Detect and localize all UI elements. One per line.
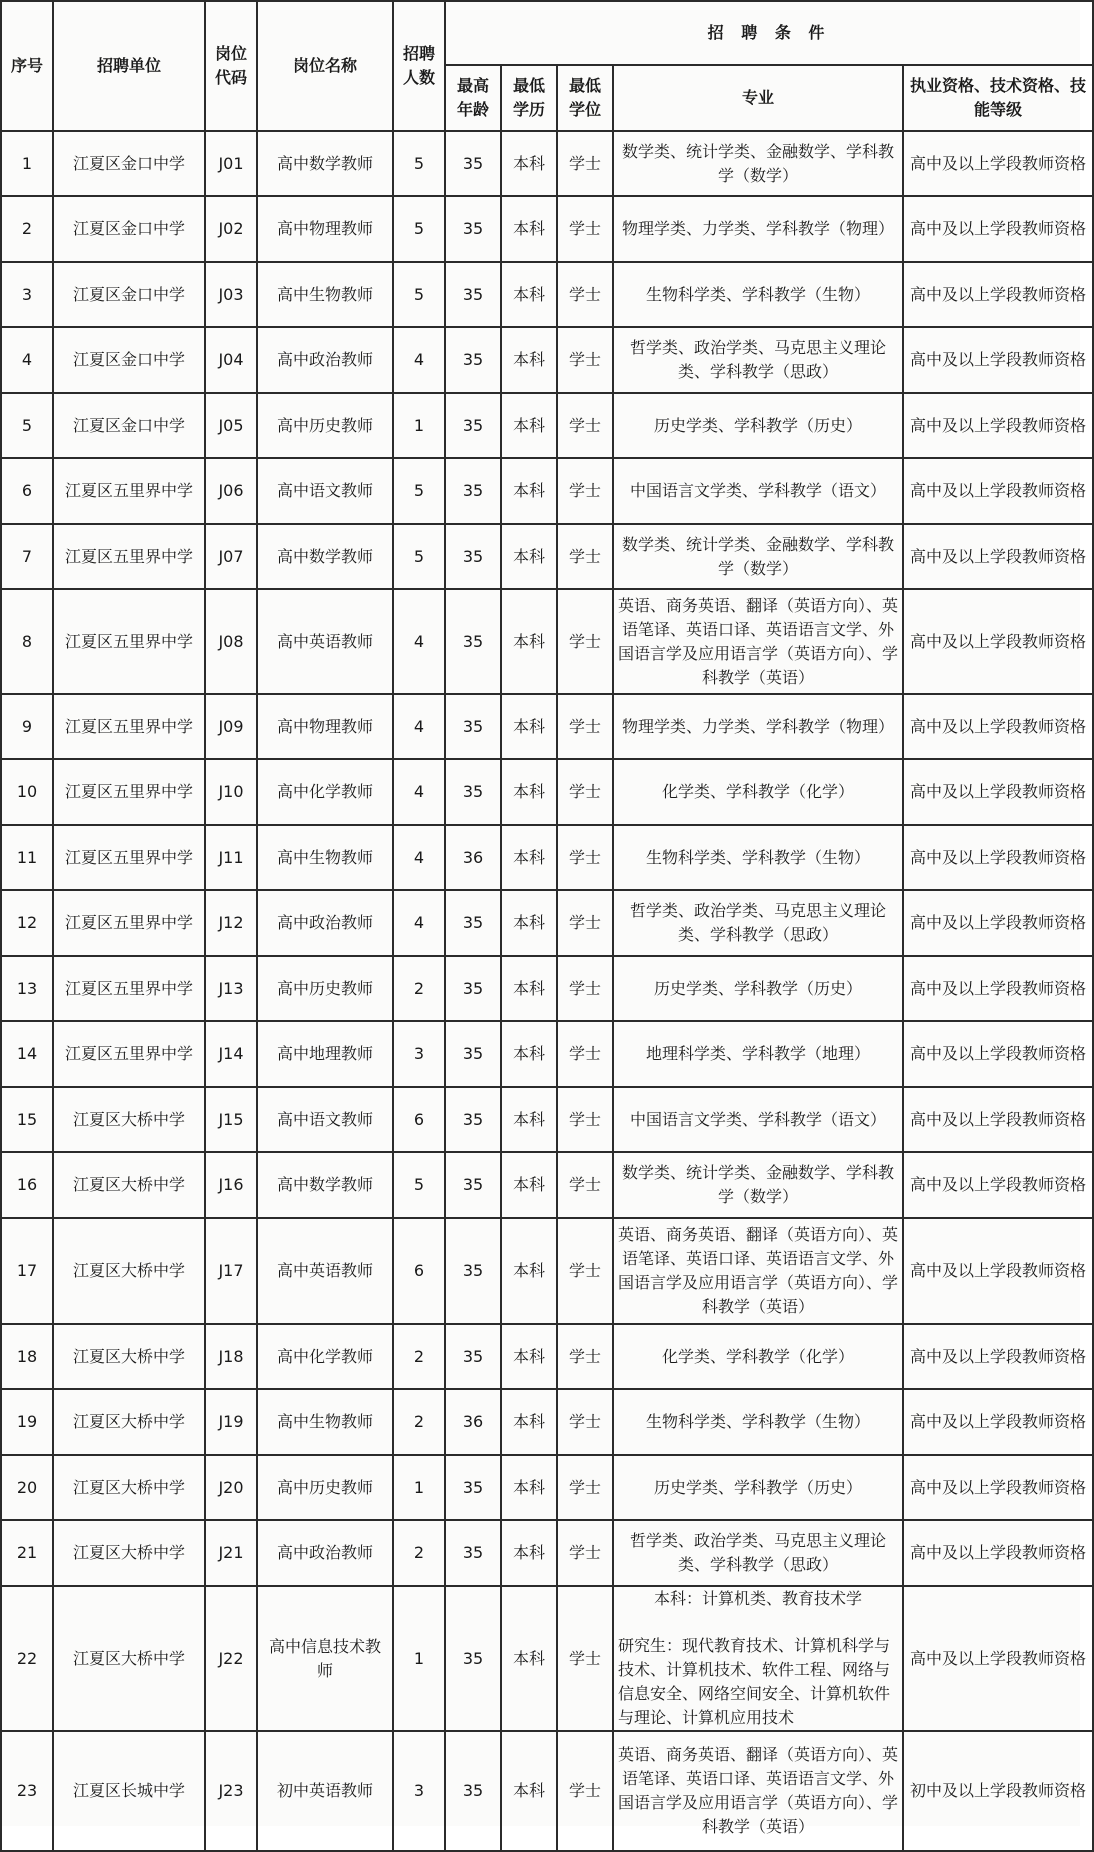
- cell-seq: 18: [1, 1324, 53, 1389]
- table-header: [1, 1, 1093, 131]
- cell-max-age: 35: [445, 1455, 501, 1520]
- table-row: [1, 1324, 1093, 1389]
- cell-min-degree: 学士: [557, 262, 613, 327]
- cell-max-age: 35: [445, 589, 501, 694]
- cell-unit: 江夏区金口中学: [53, 196, 205, 262]
- cell-qualification: 高中及以上学段教师资格: [903, 393, 1093, 458]
- cell-seq: 22: [1, 1586, 53, 1731]
- cell-count: 3: [393, 1021, 445, 1087]
- cell-max-age: 35: [445, 1021, 501, 1087]
- cell-position: 高中物理教师: [257, 694, 393, 759]
- table-row: [1, 1218, 1093, 1324]
- cell-unit: 江夏区大桥中学: [53, 1324, 205, 1389]
- cell-min-edu: 本科: [501, 589, 557, 694]
- major-text: 数学类、统计学类、金融数学、学科教学（数学）: [621, 141, 894, 185]
- major-text: 哲学类、政治学类、马克思主义理论类、学科教学（思政）: [629, 901, 886, 944]
- cell-position: 高中英语教师: [257, 589, 393, 694]
- major-text: 英语、商务英语、翻译（英语方向）、英语笔译、英语口译、英语语言文学、外国语言学及应用语言学（英语方向）、学科教学（英语）: [618, 1745, 899, 1836]
- cell-position: 初中英语教师: [257, 1731, 393, 1851]
- cell-min-edu: 本科: [501, 458, 557, 524]
- major-text: 历史学类、学科教学（历史）: [653, 978, 862, 998]
- cell-position: 高中化学教师: [257, 1324, 393, 1389]
- cell-count: 5: [393, 458, 445, 524]
- table-row: [1, 1520, 1093, 1586]
- cell-unit: 江夏区五里界中学: [53, 694, 205, 759]
- cell-code: J09: [205, 694, 257, 759]
- cell-qualification: 高中及以上学段教师资格: [903, 759, 1093, 825]
- table-row: [1, 694, 1093, 759]
- major-text: 物理学类、力学类、学科教学（物理）: [621, 716, 894, 736]
- cell-count: 1: [393, 1455, 445, 1520]
- cell-qualification: 高中及以上学段教师资格: [903, 1087, 1093, 1152]
- cell-position: 高中历史教师: [257, 393, 393, 458]
- cell-major: [613, 694, 903, 759]
- table-row: [1, 131, 1093, 196]
- table-row: [1, 890, 1093, 956]
- cell-min-degree: 学士: [557, 589, 613, 694]
- cell-min-degree: 学士: [557, 524, 613, 589]
- cell-unit: 江夏区五里界中学: [53, 759, 205, 825]
- cell-major: [613, 1455, 903, 1520]
- cell-code: J20: [205, 1455, 257, 1520]
- cell-min-edu: 本科: [501, 1520, 557, 1586]
- cell-code: J10: [205, 759, 257, 825]
- table-row: [1, 196, 1093, 262]
- cell-count: 4: [393, 825, 445, 890]
- cell-seq: 15: [1, 1087, 53, 1152]
- major-text: 数学类、统计学类、金融数学、学科教学（数学）: [621, 534, 894, 578]
- cell-min-degree: 学士: [557, 694, 613, 759]
- cell-min-edu: 本科: [501, 694, 557, 759]
- cell-min-degree: 学士: [557, 1087, 613, 1152]
- cell-code: J19: [205, 1389, 257, 1455]
- cell-max-age: 35: [445, 759, 501, 825]
- cell-seq: 20: [1, 1455, 53, 1520]
- cell-unit: 江夏区五里界中学: [53, 1021, 205, 1087]
- cell-count: 1: [393, 1586, 445, 1731]
- major-text: 生物科学类、学科教学（生物）: [645, 1412, 870, 1431]
- cell-count: 6: [393, 1087, 445, 1152]
- cell-min-edu: 本科: [501, 196, 557, 262]
- cell-qualification: 高中及以上学段教师资格: [903, 131, 1093, 196]
- cell-count: 2: [393, 1324, 445, 1389]
- cell-min-edu: 本科: [501, 1218, 557, 1324]
- cell-seq: 8: [1, 589, 53, 694]
- header-unit: 招聘单位: [53, 1, 205, 131]
- cell-code: J23: [205, 1731, 257, 1851]
- major-text: 化学类、学科教学（化学）: [661, 1346, 854, 1366]
- cell-code: J01: [205, 131, 257, 196]
- cell-count: 4: [393, 327, 445, 393]
- cell-qualification: 高中及以上学段教师资格: [903, 1586, 1093, 1731]
- header-code: 岗位代码: [205, 1, 257, 131]
- cell-seq: 14: [1, 1021, 53, 1087]
- cell-major: [613, 890, 903, 956]
- table-row: [1, 458, 1093, 524]
- cell-min-edu: 本科: [501, 956, 557, 1021]
- cell-position: 高中生物教师: [257, 262, 393, 327]
- cell-code: J14: [205, 1021, 257, 1087]
- cell-qualification: 高中及以上学段教师资格: [903, 1324, 1093, 1389]
- cell-qualification: 高中及以上学段教师资格: [903, 327, 1093, 393]
- cell-position: 高中生物教师: [257, 825, 393, 890]
- cell-max-age: 35: [445, 1324, 501, 1389]
- cell-min-degree: 学士: [557, 759, 613, 825]
- cell-unit: 江夏区大桥中学: [53, 1586, 205, 1731]
- cell-position: 高中政治教师: [257, 1520, 393, 1586]
- cell-min-degree: 学士: [557, 131, 613, 196]
- cell-seq: 21: [1, 1520, 53, 1586]
- cell-min-degree: 学士: [557, 1152, 613, 1218]
- cell-count: 5: [393, 524, 445, 589]
- table-row: [1, 759, 1093, 825]
- cell-major: [613, 1520, 903, 1586]
- cell-major: [613, 1586, 903, 1731]
- cell-qualification: 高中及以上学段教师资格: [903, 956, 1093, 1021]
- cell-min-edu: 本科: [501, 524, 557, 589]
- table-row: [1, 262, 1093, 327]
- major-text: 历史学类、学科教学（历史）: [653, 415, 862, 435]
- table-row: [1, 393, 1093, 458]
- cell-code: J15: [205, 1087, 257, 1152]
- cell-unit: 江夏区长城中学: [53, 1731, 205, 1851]
- cell-min-degree: 学士: [557, 1218, 613, 1324]
- cell-min-edu: 本科: [501, 1152, 557, 1218]
- cell-code: J12: [205, 890, 257, 956]
- cell-qualification: 高中及以上学段教师资格: [903, 890, 1093, 956]
- cell-min-degree: 学士: [557, 196, 613, 262]
- table-row: [1, 589, 1093, 694]
- header-count: 招聘人数: [393, 1, 445, 131]
- table-row: [1, 825, 1093, 890]
- cell-unit: 江夏区大桥中学: [53, 1389, 205, 1455]
- cell-unit: 江夏区大桥中学: [53, 1455, 205, 1520]
- cell-qualification: 高中及以上学段教师资格: [903, 1520, 1093, 1586]
- cell-count: 2: [393, 1520, 445, 1586]
- cell-unit: 江夏区金口中学: [53, 327, 205, 393]
- major-text: 本科：计算机类、教育技术学: [653, 1589, 862, 1608]
- cell-seq: 11: [1, 825, 53, 890]
- cell-max-age: 35: [445, 1087, 501, 1152]
- cell-count: 4: [393, 694, 445, 759]
- cell-qualification: 高中及以上学段教师资格: [903, 196, 1093, 262]
- cell-min-edu: 本科: [501, 759, 557, 825]
- cell-count: 5: [393, 131, 445, 196]
- cell-count: 4: [393, 890, 445, 956]
- major-text: 哲学类、政治学类、马克思主义理论类、学科教学（思政）: [629, 1531, 886, 1574]
- cell-min-edu: 本科: [501, 1586, 557, 1731]
- cell-unit: 江夏区五里界中学: [53, 825, 205, 890]
- cell-code: J03: [205, 262, 257, 327]
- cell-position: 高中语文教师: [257, 458, 393, 524]
- cell-max-age: 35: [445, 1586, 501, 1731]
- cell-min-edu: 本科: [501, 890, 557, 956]
- major-text: 英语、商务英语、翻译（英语方向）、英语笔译、英语口译、英语语言文学、外国语言学及应用语言学（英语方向）、学科教学（英语）: [618, 1225, 899, 1316]
- cell-seq: 5: [1, 393, 53, 458]
- table-row: [1, 956, 1093, 1021]
- cell-major: [613, 1152, 903, 1218]
- cell-seq: 9: [1, 694, 53, 759]
- cell-seq: 23: [1, 1731, 53, 1851]
- major-text: 中国语言文学类、学科教学（语文）: [629, 481, 886, 500]
- cell-count: 2: [393, 956, 445, 1021]
- cell-min-degree: 学士: [557, 956, 613, 1021]
- cell-major: [613, 131, 903, 196]
- cell-qualification: 高中及以上学段教师资格: [903, 524, 1093, 589]
- cell-min-degree: 学士: [557, 1520, 613, 1586]
- cell-unit: 江夏区五里界中学: [53, 956, 205, 1021]
- table-row: [1, 1087, 1093, 1152]
- cell-qualification: 高中及以上学段教师资格: [903, 458, 1093, 524]
- cell-max-age: 35: [445, 262, 501, 327]
- cell-seq: 7: [1, 524, 53, 589]
- cell-max-age: 35: [445, 1152, 501, 1218]
- cell-min-edu: 本科: [501, 1455, 557, 1520]
- cell-major: [613, 196, 903, 262]
- cell-max-age: 35: [445, 1731, 501, 1851]
- cell-unit: 江夏区金口中学: [53, 131, 205, 196]
- cell-unit: 江夏区五里界中学: [53, 890, 205, 956]
- cell-code: J13: [205, 956, 257, 1021]
- cell-qualification: 初中及以上学段教师资格: [903, 1731, 1093, 1851]
- cell-min-degree: 学士: [557, 1324, 613, 1389]
- cell-major: [613, 1324, 903, 1389]
- cell-qualification: 高中及以上学段教师资格: [903, 1389, 1093, 1455]
- cell-unit: 江夏区五里界中学: [53, 458, 205, 524]
- cell-max-age: 36: [445, 1389, 501, 1455]
- cell-count: 2: [393, 1389, 445, 1455]
- cell-min-edu: 本科: [501, 131, 557, 196]
- cell-qualification: 高中及以上学段教师资格: [903, 1152, 1093, 1218]
- cell-max-age: 35: [445, 1218, 501, 1324]
- cell-unit: 江夏区五里界中学: [53, 589, 205, 694]
- cell-position: 高中数学教师: [257, 131, 393, 196]
- cell-major: [613, 825, 903, 890]
- cell-code: J17: [205, 1218, 257, 1324]
- cell-seq: 12: [1, 890, 53, 956]
- cell-major: [613, 393, 903, 458]
- header-max-age: 最高年龄: [445, 65, 501, 131]
- table-row: [1, 1455, 1093, 1520]
- cell-unit: 江夏区金口中学: [53, 262, 205, 327]
- cell-min-degree: 学士: [557, 1731, 613, 1851]
- cell-major: [613, 759, 903, 825]
- cell-count: 5: [393, 262, 445, 327]
- major-text: 物理学类、力学类、学科教学（物理）: [621, 219, 894, 238]
- cell-unit: 江夏区大桥中学: [53, 1152, 205, 1218]
- header-qualification: 执业资格、技术资格、技能等级: [903, 65, 1093, 131]
- header-min-edu: 最低学历: [501, 65, 557, 131]
- cell-position: 高中英语教师: [257, 1218, 393, 1324]
- cell-max-age: 35: [445, 393, 501, 458]
- table-row: [1, 524, 1093, 589]
- header-position: 岗位名称: [257, 1, 393, 131]
- cell-min-edu: 本科: [501, 262, 557, 327]
- major-text: 历史学类、学科教学（历史）: [653, 1477, 862, 1497]
- cell-major: [613, 1389, 903, 1455]
- cell-count: 1: [393, 393, 445, 458]
- cell-major: [613, 1218, 903, 1324]
- cell-major: [613, 1087, 903, 1152]
- cell-seq: 6: [1, 458, 53, 524]
- cell-code: J06: [205, 458, 257, 524]
- cell-major: [613, 1021, 903, 1087]
- cell-min-edu: 本科: [501, 327, 557, 393]
- cell-count: 5: [393, 1152, 445, 1218]
- cell-code: J05: [205, 393, 257, 458]
- table-row: [1, 1586, 1093, 1731]
- cell-min-edu: 本科: [501, 1087, 557, 1152]
- cell-min-degree: 学士: [557, 1389, 613, 1455]
- major-text: 研究生：现代教育技术、计算机科学与技术、计算机技术、软件工程、网络与信息安全、网络空间安全、计算机软件与理论、计算机应用技术: [618, 1636, 891, 1727]
- table-body: [1, 131, 1093, 1851]
- header-major: 专业: [613, 65, 903, 131]
- cell-min-degree: 学士: [557, 825, 613, 890]
- cell-major: [613, 327, 903, 393]
- cell-count: 5: [393, 196, 445, 262]
- cell-unit: 江夏区金口中学: [53, 393, 205, 458]
- cell-position: 高中数学教师: [257, 1152, 393, 1218]
- cell-qualification: 高中及以上学段教师资格: [903, 262, 1093, 327]
- cell-max-age: 35: [445, 196, 501, 262]
- table-row: [1, 1389, 1093, 1455]
- cell-code: J02: [205, 196, 257, 262]
- cell-min-edu: 本科: [501, 393, 557, 458]
- cell-unit: 江夏区大桥中学: [53, 1218, 205, 1324]
- cell-max-age: 35: [445, 694, 501, 759]
- cell-seq: 19: [1, 1389, 53, 1455]
- cell-min-degree: 学士: [557, 1021, 613, 1087]
- table-row: [1, 327, 1093, 393]
- cell-code: J08: [205, 589, 257, 694]
- cell-max-age: 35: [445, 524, 501, 589]
- table-row: [1, 1152, 1093, 1218]
- header-min-degree: 最低学位: [557, 65, 613, 131]
- cell-major: [613, 458, 903, 524]
- cell-qualification: 高中及以上学段教师资格: [903, 1455, 1093, 1520]
- major-text: 化学类、学科教学（化学）: [661, 782, 854, 801]
- cell-qualification: 高中及以上学段教师资格: [903, 694, 1093, 759]
- cell-min-degree: 学士: [557, 327, 613, 393]
- major-text: 数学类、统计学类、金融数学、学科教学（数学）: [621, 1163, 894, 1206]
- cell-position: 高中数学教师: [257, 524, 393, 589]
- cell-max-age: 36: [445, 825, 501, 890]
- cell-min-degree: 学士: [557, 1455, 613, 1520]
- cell-min-degree: 学士: [557, 458, 613, 524]
- cell-min-degree: 学士: [557, 890, 613, 956]
- cell-unit: 江夏区五里界中学: [53, 524, 205, 589]
- major-text: 哲学类、政治学类、马克思主义理论类、学科教学（思政）: [629, 338, 886, 381]
- cell-min-degree: 学士: [557, 1586, 613, 1731]
- cell-seq: 10: [1, 759, 53, 825]
- cell-max-age: 35: [445, 327, 501, 393]
- cell-code: J04: [205, 327, 257, 393]
- cell-code: J07: [205, 524, 257, 589]
- cell-seq: 3: [1, 262, 53, 327]
- cell-position: 高中政治教师: [257, 327, 393, 393]
- cell-code: J21: [205, 1520, 257, 1586]
- cell-max-age: 35: [445, 1520, 501, 1586]
- cell-position: 高中政治教师: [257, 890, 393, 956]
- cell-min-edu: 本科: [501, 1021, 557, 1087]
- cell-position: 高中地理教师: [257, 1021, 393, 1087]
- cell-code: J11: [205, 825, 257, 890]
- cell-unit: 江夏区大桥中学: [53, 1087, 205, 1152]
- cell-min-edu: 本科: [501, 1389, 557, 1455]
- cell-seq: 13: [1, 956, 53, 1021]
- cell-qualification: 高中及以上学段教师资格: [903, 1021, 1093, 1087]
- cell-position: 高中历史教师: [257, 956, 393, 1021]
- major-text: [618, 1611, 898, 1634]
- cell-min-edu: 本科: [501, 1731, 557, 1851]
- cell-count: 4: [393, 589, 445, 694]
- cell-position: 高中语文教师: [257, 1087, 393, 1152]
- major-text: 中国语言文学类、学科教学（语文）: [629, 1109, 886, 1129]
- cell-max-age: 35: [445, 956, 501, 1021]
- cell-major: [613, 262, 903, 327]
- cell-position: 高中物理教师: [257, 196, 393, 262]
- cell-min-edu: 本科: [501, 825, 557, 890]
- cell-position: 高中化学教师: [257, 759, 393, 825]
- cell-qualification: 高中及以上学段教师资格: [903, 825, 1093, 890]
- cell-seq: 1: [1, 131, 53, 196]
- cell-unit: 江夏区大桥中学: [53, 1520, 205, 1586]
- cell-count: 3: [393, 1731, 445, 1851]
- cell-position: 高中生物教师: [257, 1389, 393, 1455]
- cell-code: J18: [205, 1324, 257, 1389]
- header-conditions: 招 聘 条 件: [445, 1, 1093, 65]
- cell-code: J22: [205, 1586, 257, 1731]
- cell-major: [613, 1731, 903, 1851]
- major-text: 生物科学类、学科教学（生物）: [645, 847, 870, 867]
- cell-seq: 2: [1, 196, 53, 262]
- cell-max-age: 35: [445, 131, 501, 196]
- cell-max-age: 35: [445, 458, 501, 524]
- cell-max-age: 35: [445, 890, 501, 956]
- cell-count: 4: [393, 759, 445, 825]
- cell-major: [613, 956, 903, 1021]
- major-text: 地理科学类、学科教学（地理）: [645, 1044, 870, 1063]
- header-seq: 序号: [1, 1, 53, 131]
- cell-major: [613, 524, 903, 589]
- cell-position: 高中信息技术教师: [257, 1586, 393, 1731]
- major-text: 英语、商务英语、翻译（英语方向）、英语笔译、英语口译、英语语言文学、外国语言学及应用语言学（英语方向）、学科教学（英语）: [618, 595, 899, 687]
- table-row: [1, 1731, 1093, 1851]
- cell-min-edu: 本科: [501, 1324, 557, 1389]
- major-text: 生物科学类、学科教学（生物）: [645, 284, 870, 304]
- cell-position: 高中历史教师: [257, 1455, 393, 1520]
- cell-min-degree: 学士: [557, 393, 613, 458]
- cell-qualification: 高中及以上学段教师资格: [903, 589, 1093, 694]
- cell-seq: 17: [1, 1218, 53, 1324]
- cell-seq: 16: [1, 1152, 53, 1218]
- cell-code: J16: [205, 1152, 257, 1218]
- cell-count: 6: [393, 1218, 445, 1324]
- cell-qualification: 高中及以上学段教师资格: [903, 1218, 1093, 1324]
- cell-major: [613, 589, 903, 694]
- cell-seq: 4: [1, 327, 53, 393]
- table-row: [1, 1021, 1093, 1087]
